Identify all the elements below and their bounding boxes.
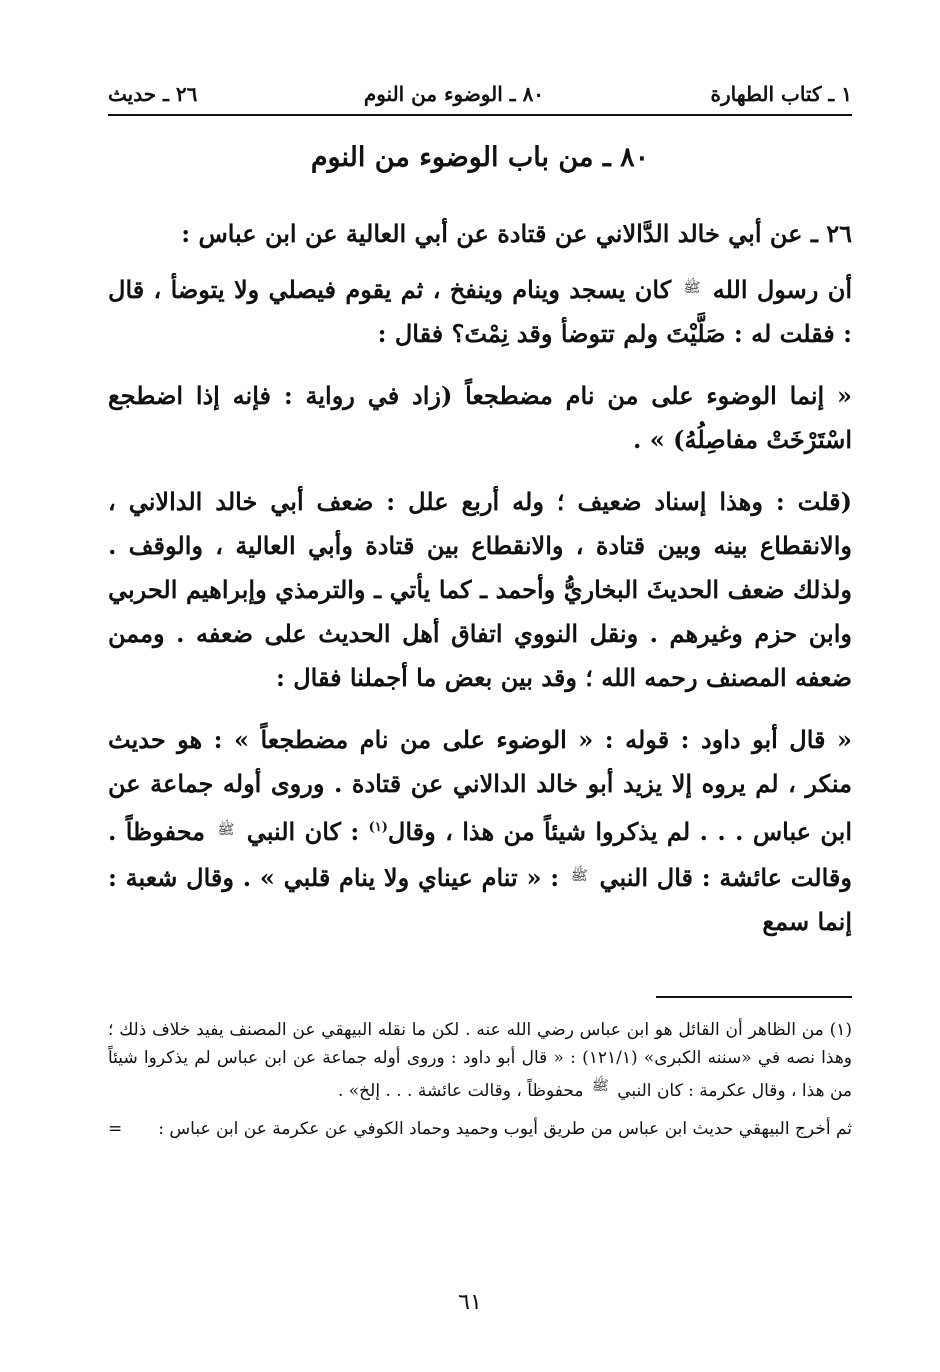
continuation-mark: = bbox=[108, 1119, 123, 1139]
hadith-text-rest: كان يسجد وينام وينفخ ، ثم يقوم فيصلي ولا يتوضأ ، قال : فقلت له : صَلَّيْتَ ولم تتوضأ وقد نِمْتَ؟ فقال : bbox=[108, 275, 852, 348]
header-rule bbox=[108, 114, 852, 116]
hadith-text-start: أن رسول الله bbox=[712, 275, 852, 304]
footnote-continuation: ثم أخرج البيهقي حديث ابن عباس من طريق أيوب وحميد وحماد الكوفي عن عكرمة عن ابن عباس : bbox=[158, 1119, 852, 1139]
hadith-heading: ٢٦ ـ عن أبي خالد الدَّالاني عن قتادة عن أبي العالية عن ابن عباس : bbox=[181, 219, 852, 248]
footnotes bbox=[108, 1016, 852, 1143]
hadith-quote: « إنما الوضوء على من نام مضطجعاً (زاد في رواية : فإنه إذا اضطجع اسْتَرْخَتْ مفاصِلُهُ) » . bbox=[108, 381, 852, 454]
salawat-glyph: ﷺ bbox=[591, 1078, 609, 1094]
main-text bbox=[108, 212, 852, 944]
commentary-text-d: : « تنام عيناي ولا ينام قلبي » . وقال شعبة : إنما سمع bbox=[108, 863, 852, 936]
footnote-separator bbox=[656, 996, 852, 998]
footnote-1 bbox=[108, 1016, 852, 1105]
chapter-title: ٨٠ ـ من باب الوضوء من النوم bbox=[310, 142, 650, 173]
commentary-text-b: : كان النبي bbox=[246, 817, 360, 846]
commentary-text-c: محفوظاً . وقالت عائشة : قال النبي bbox=[108, 817, 852, 892]
commentary-text-a: « قال أبو داود : قوله : « الوضوء على من نام مضطجعاً » : هو حديث منكر ، لم يروه إلا يزيد أبو خالد الدالاني عن قتادة . وروى أوله جماعة عن ابن عباس . . . لم يذكروا شيئاً من هذا ، وقال bbox=[108, 725, 853, 846]
commentary-paragraph-1: (قلت : وهذا إسناد ضعيف ؛ وله أربع علل : ضعف أبي خالد الدالاني ، والانقطاع بينه وبين قتادة ، والانقطاع بين قتادة وأبي العالية ، والوقف . ولذلك ضعف الحديثَ البخاريُّ وأحمد ـ كما يأتي ـ والترمذي وإبراهيم الحربي وابن حزم وغيرهم . ونقل النووي اتفاق أهل الحديث على ضعفه . وممن ضعفه المصنف رحمه الله ؛ وقد بين بعض ما أجملنا فقال : bbox=[108, 487, 852, 692]
page-number: ٦١ bbox=[458, 1290, 482, 1315]
commentary-paragraph-2 bbox=[108, 718, 852, 944]
footnote-1-text-a: (١) من الظاهر أن القائل هو ابن عباس رضي الله عنه . لكن ما نقله البيهقي عن المصنف يفيد خلاف ذلك ؛ وهذا نصه في «سننه الكبرى» (١٢١/١) : « قال أبو داود : وروى أوله جماعة عن ابن عباس لم يذكروا شيئاً من هذا ، وقال عكرمة : كان النبي bbox=[108, 1020, 852, 1101]
hadith-text bbox=[108, 266, 852, 356]
salawat-glyph: ﷺ bbox=[570, 868, 588, 884]
header-book-title: ١ ـ كتاب الطهارة bbox=[710, 82, 852, 106]
salawat-glyph: ﷺ bbox=[683, 280, 701, 296]
footnote-marker[interactable]: (١) bbox=[368, 820, 388, 835]
running-header bbox=[108, 74, 852, 114]
salawat-glyph: ﷺ bbox=[217, 822, 235, 838]
header-hadith-number: ٢٦ ـ حديث bbox=[108, 82, 198, 106]
header-chapter-title: ٨٠ ـ الوضوء من النوم bbox=[363, 82, 545, 106]
footnote-1-text-b: محفوظاً ، وقالت عائشة . . . إلخ» . bbox=[337, 1081, 584, 1101]
